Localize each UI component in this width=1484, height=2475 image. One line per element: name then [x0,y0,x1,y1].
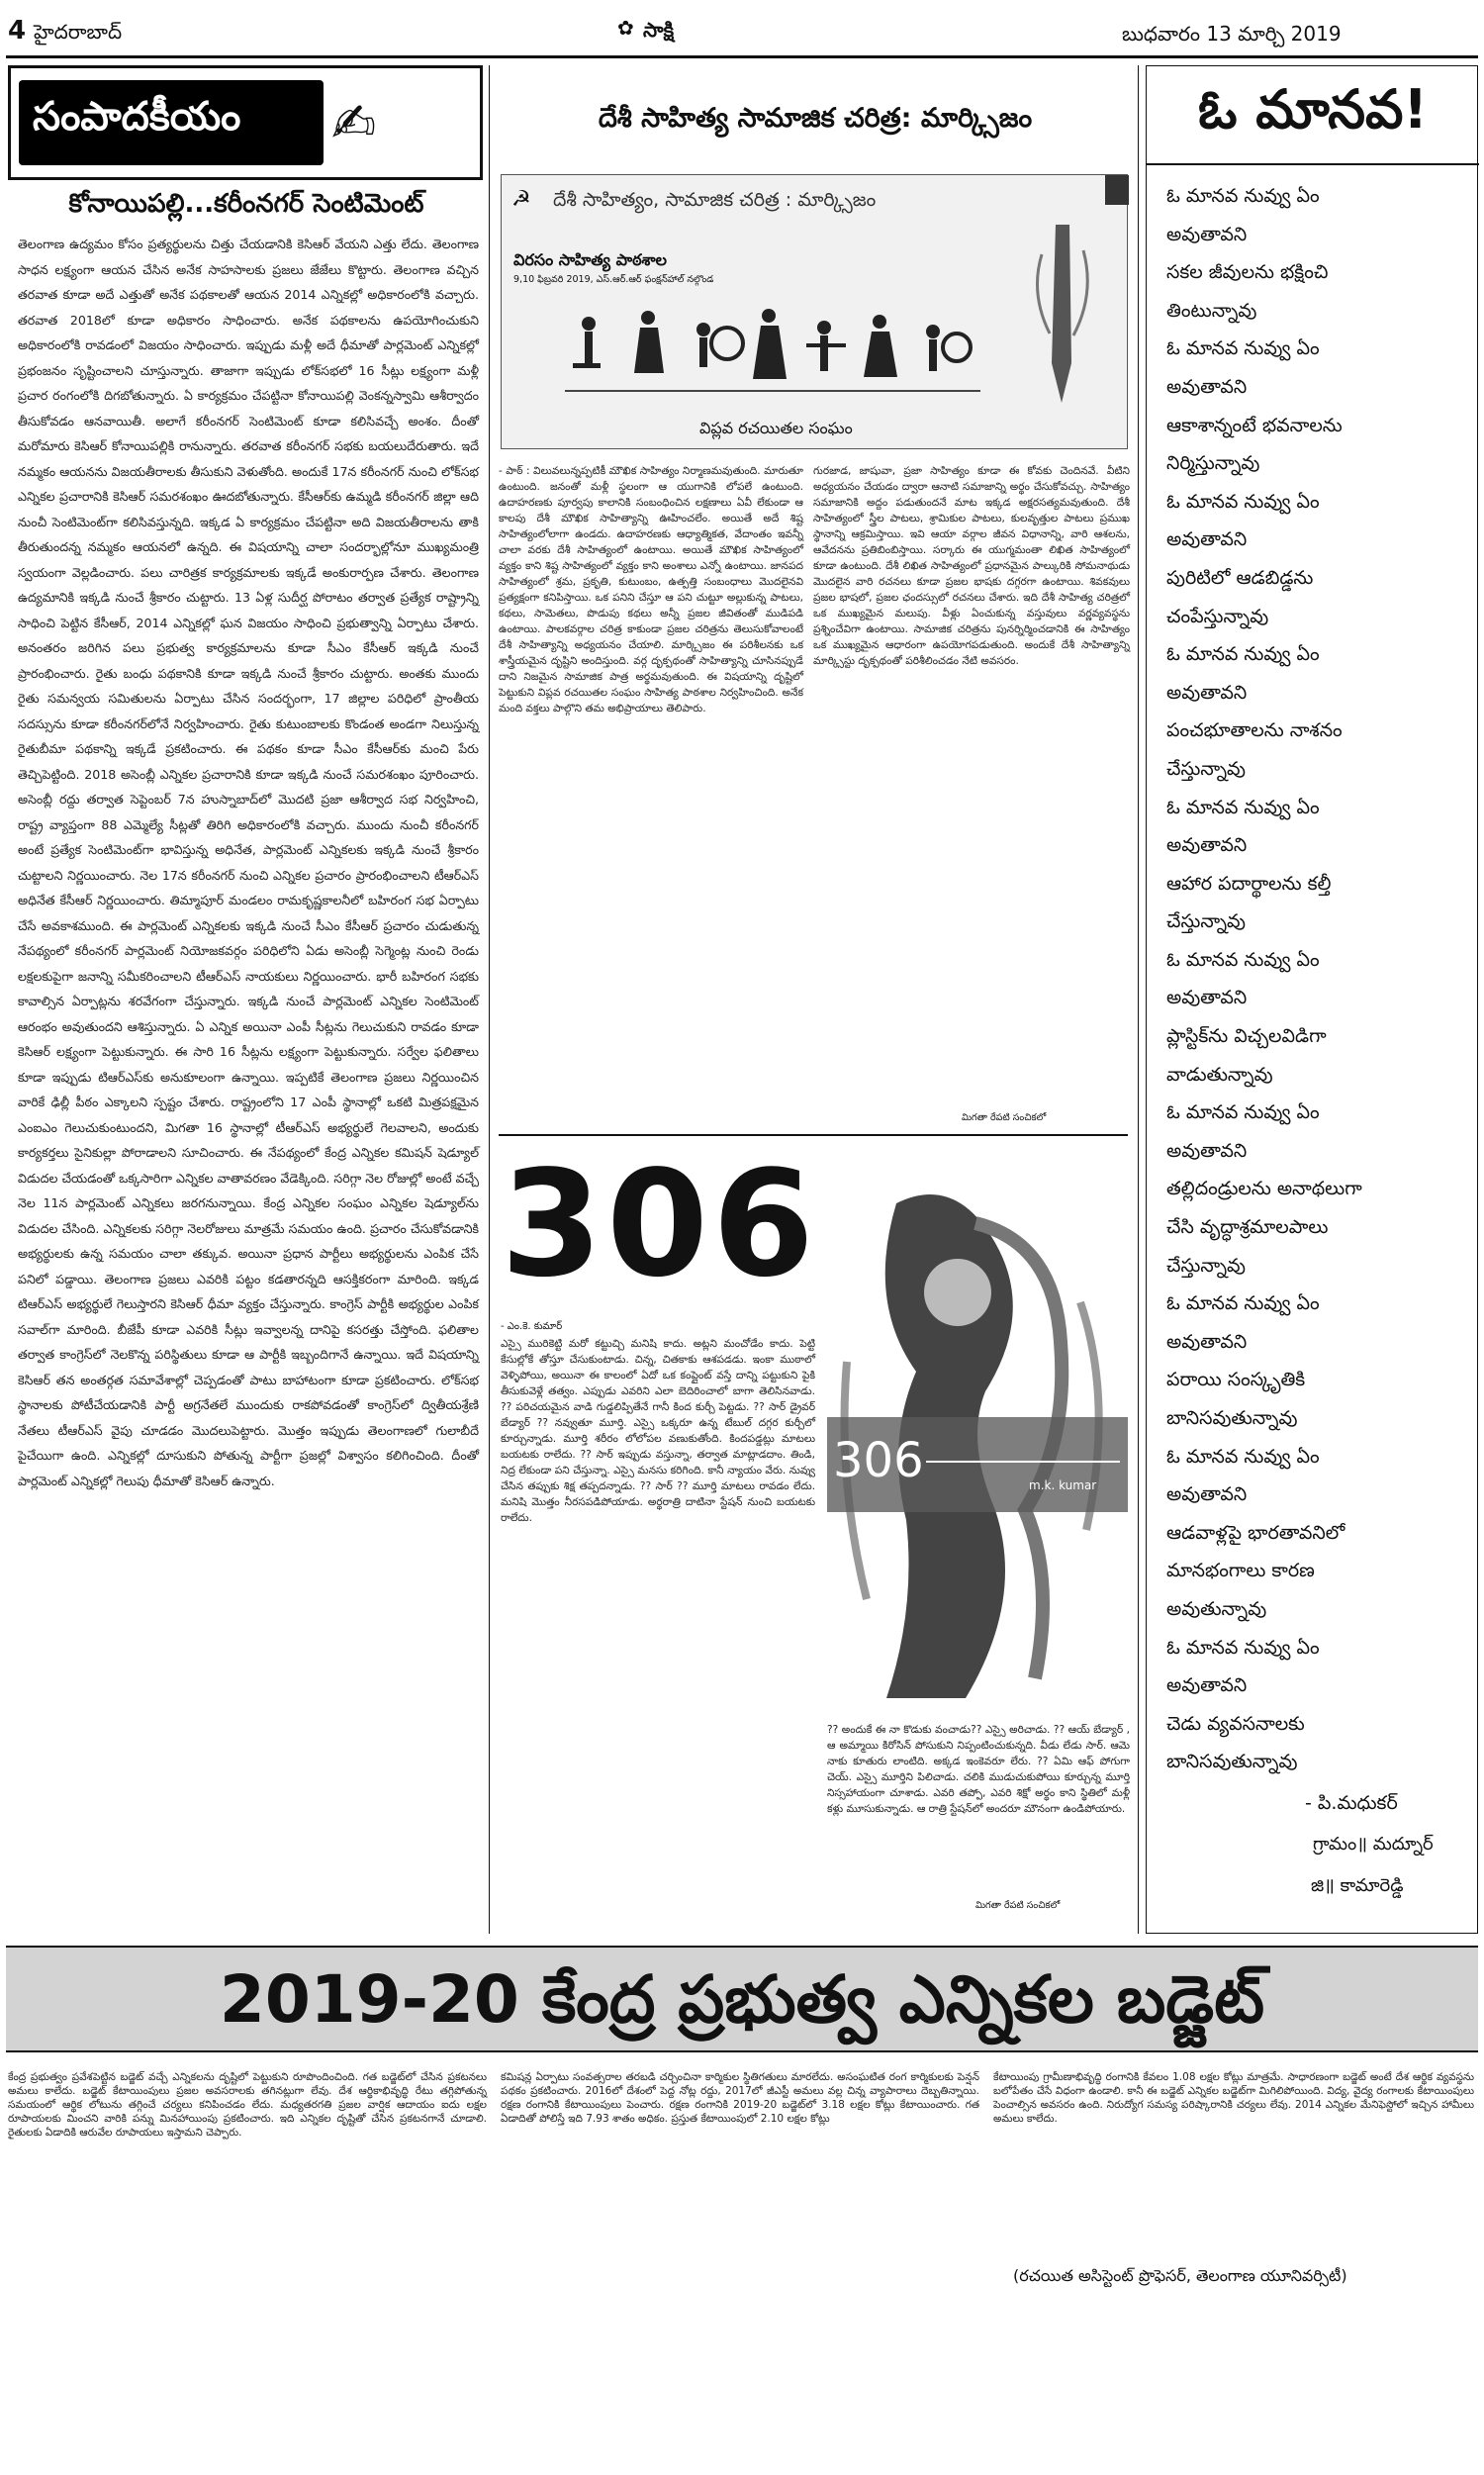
poem-line: ఓ మానవ నువ్వు ఏం [1166,337,1320,360]
poem-author: - పి.మధుకర్ [1305,1792,1398,1814]
column-divider [489,65,490,1934]
poem-lines [1166,177,1475,1781]
editorial-label-fill [19,80,324,165]
page-number: 4 [8,16,27,46]
poem-line: ప్లాస్టిక్‌ను విచ్చలవిడిగా [1166,1025,1327,1048]
poem-line: చేసి వృద్ధాశ్రమాలపాలు [1166,1216,1329,1239]
issue-date: బుధవారం 13 మార్చి 2019 [1122,22,1342,46]
poem-line: ఓ మానవ నువ్వు ఏం [1166,490,1320,513]
feature-rule [499,1134,1128,1136]
budget-column-1: కేంద్ర ప్రభుత్వం ప్రవేశపెట్టిన బడ్జెట్ వచ్చే ఎన్నికలను దృష్టిలో పెట్టుకుని రూపొందించింది. గత బడ్జెట్‌లో చేసిన ప్రకటనలు అమలు కాలేదు. బడ్జెట్ కేటాయింపులు ప్రజల అవసరాలకు తగినట్లుగా లేవు. దేశ ఆర్థికాభివృద్ధి రేటు తగ్గిపోతున్న సమయంలో ఆర్థిక లోటును తగ్గించే చర్యలు కనిపించడం లేదు. మధ్యతరగతి ప్రజల వార్షిక ఆదాయం ఐదు లక్షల రూపాయలకు మించని వారికి పన్ను మినహాయింపు ప్రకటించారు. ఇది ఎన్నికల దృష్టితో చేసిన ప్రకటనగానే చూడాలి. రైతులకు ఏడాదికి ఆరువేల రూపాయలు ఇస్తామని చెప్పారు. [8,2071,491,2139]
poem-line: అవుతావని [1166,1483,1248,1506]
poem-line: ఓ మానవ నువ్వు ఏం [1166,1292,1320,1315]
budget-column-2: కమిషన్ల ఏర్పాటు సంవత్సరాల తరబడి చర్చించినా కార్మికుల స్థితిగతులు మారలేదు. అసంఘటిత రంగ కార్మికులకు పెన్షన్ పథకం ప్రకటించారు. 2016లో దేశంలో పెద్ద నోట్ల రద్దు, 2017లో జీఎస్టీ అమలు వల్ల చిన్న వ్యాపారాలు దెబ్బతిన్నాయి. రక్షణ రంగానికి కేటాయింపులు పెంచారు. రక్షణ రంగానికి 2019-20 బడ్జెట్‌లో 3.18 లక్షల కోట్లు కేటాయించారు. గత ఏడాదితో పోలిస్తే ఇది 7.93 శాతం అధికం. ప్రస్తుత కేటాయింపులో 2.10 లక్షల కోట్లు [501,2071,983,2125]
paper-logo-icon: ✿ [617,16,634,40]
masthead [0,0,1484,61]
editorial-label-box [8,65,483,180]
poem-line: ఓ మానవ నువ్వు ఏం [1166,948,1320,971]
poem-line: మానభంగాలు కారణ [1166,1560,1315,1582]
poem-line: వాడుతున్నావు [1166,1063,1273,1086]
pen-icon: ✍ [331,92,377,154]
story-image-number: 306 [833,1433,924,1488]
editorial-column [6,65,485,1934]
poem-line: తింటున్నావు [1166,299,1257,322]
poster-pen-icon [1022,215,1101,413]
poster-figures-art [565,288,980,415]
poem-village: గ్రామం॥ మద్నూర్ [1313,1834,1434,1855]
poem-line: ఆహార పదార్థాలను కల్తీ [1166,872,1332,895]
poem-line: చేస్తున్నావు [1166,1254,1247,1277]
poem-line: అవుతున్నావు [1166,1597,1267,1620]
poem-line: నిర్మిస్తున్నావు [1166,452,1260,475]
story-image-caption-line [926,1461,1120,1463]
masthead-rule [6,55,1478,58]
poem-line: చేస్తున్నావు [1166,757,1247,780]
story-author: - ఎం.కె. కుమార్ [501,1321,563,1332]
story-byline: మిగతా రేపటి సంచికలో [975,1900,1061,1911]
poem-line: అవుతావని [1166,375,1248,398]
poem-line: బానిసవుతున్నావు [1166,1407,1298,1429]
feature-column-1: - పాఠ్ : విలువలున్నప్పటికీ మౌఖిక సాహిత్యం నిర్మాణమవుతుంది. మారుతూ ఉంటుంది. జనంతో మళ్లీ స్థలంగా ఆ యుగానికి లోపలే ఉంటుంది. ఉదాహరణకు పూర్వపు కాలానికి సంబంధించిన లక్షణాలు ఏవీ లేకుండా ఆ కాలపు దేశీ మౌఖిక సాహిత్యాన్ని ఊహించలేం. అయితే అదే శిష్ట సాహిత్యంలోలాగా ఉండదు. ఉదాహరణకు ఆధ్యాత్మికత, వేదాంతం ఇవన్నీ చాలా వరకు దేశీ సాహిత్యంలో ఉంటాయి. అయితే మౌఖిక సాహిత్యంలో వ్యక్తం కాని శిష్ట సాహిత్యంలో వ్యక్తం కాని అంశాలు ఎన్నో ఉంటాయి. జానపద సాహిత్యంలో శ్రమ, ప్రకృతి, కుటుంబం, ఉత్పత్తి సంబంధాలు మొదలైనవి ప్రత్యక్షంగా కనిపిస్తాయి. ఒక పనిని చేస్తూ ఆ పని చుట్టూ అల్లుకున్న పాటలు, కథలు, సామెతలు, పొడుపు కథలు అన్నీ ప్రజల జీవితంతో ముడిపడి ఉంటాయి. పాలకవర్గాల చరిత్ర కాకుండా ప్రజల చరిత్రను తెలుసుకోవాలంటే దేశీ సాహిత్యాన్ని అధ్యయనం చేయాలి. మార్క్సిజం ఈ పరిశీలనకు ఒక శాస్త్రీయమైన దృష్టిని అందిస్తుంది. వర్గ దృక్పథంతో సాహిత్యాన్ని చూసినప్పుడే దాని నిజమైన సామాజిక పాత్ర అర్థమవుతుంది. ఈ విషయాన్ని దృష్టిలో పెట్టుకుని విప్లవ రచయితల సంఘం సాహిత్య పాఠశాల నిర్వహించింది. అనేక మంది వక్తలు పాల్గొని తమ అభిప్రాయాలు తెలిపారు. [499,465,807,714]
poem-line: అవుతావని [1166,528,1248,551]
poem-line: బానిసవుతున్నావు [1166,1751,1298,1773]
poem-box [1146,65,1478,1934]
poem-line: ఓ మానవ నువ్వు ఏం [1166,796,1320,818]
poem-line: ఓ మానవ నువ్వు ఏం [1166,1101,1320,1124]
editorial-body: తెలంగాణ ఉద్యమం కోసం ప్రత్యర్థులను చిత్తు చేయడానికి కెసిఆర్ వేయని ఎత్తు లేదు. తెలంగాణ సాధన లక్ష్యంగా ఆయన చేసిన అనేక సాహసాలకు ప్రజలు జేజేలు కొట్టారు. తెలంగాణ వచ్చిన తరవాత కూడా అదే ఎత్తుతో అనేక పథకాలతో ఆయన 2014 ఎన్నికల్లో అధికారంలోకి వచ్చారు. తరవాత 2018లో కూడా అధికారం సాధించారు. అనేక పథకాలను ఉపయోగించుకుని అధికారంలోకి రావడంలో విజయం సాధించారు. ఇప్పుడు మళ్లీ అదే ధీమాతో పార్లమెంట్ ఎన్నికల్లో ప్రభంజనం సృష్టించాలని చూస్తున్నారు. తాజాగా ఇప్పుడు లోక్‌సభలో 16 సీట్లు లక్ష్యంగా మళ్లీ ప్రచార రంగంలోకి దిగబోతున్నారు. ఏ కార్యక్రమం చేపట్టినా కోనాయిపల్లి వెంకన్నస్వామి ఆశీర్వాదం తీసుకోవడం ఆనవాయితీ. అలాగే కరీంనగర్ సెంటిమెంట్ కూడా కలిసివచ్చే అంశం. దీంతో మరోమారు కెసిఆర్ కోనాయిపల్లికి రానున్నారు. తరవాత కరీంనగర్ సభకు బయలుదేరుతారు. ఇదే నమ్మకం ఆయనను విజయతీరాలకు తీసుకుని వెళుతోంది. అందుకే 17న కరీంనగర్ నుంచి లోక్‌సభ ఎన్నికల ప్రచారానికి కెసిఆర్ సమరశంఖం ఊదబోతున్నారు. కేసీఆర్‌కు ఉమ్మడి కరీంనగర్ జిల్లా ఆది నుంచీ సెంటిమెంట్‌గా కలిసివస్తున్నది. ఇక్కడ ఏ కార్యక్రమం చేపట్టినా అది విజయతీరాలను తాకి తీరుతుందన్న నమ్మకం ఆయనలో ఉన్నది. ఈ విషయాన్ని చాలా సందర్భాల్లోనూ ముఖ్యమంత్రి స్వయంగా వెల్లడించారు. పలు చారిత్రక కార్యక్రమాలకు ఇక్కడే అంకురార్పణ చేశారు. తెలంగాణ ఉద్యమానికి ఇక్కడి నుంచే శ్రీకారం చుట్టారు. 13 ఏళ్ల సుదీర్ఘ పోరాటం తర్వాత ప్రత్యేక రాష్ట్రాన్ని సాధించి పెట్టిన కేసీఆర్, 2014 ఎన్నికల్లో ఘన విజయం సాధించి ప్రభుత్వాన్ని ఏర్పాటు చేశారు. అనంతరం జరిగిన పలు ప్రభుత్వ కార్యక్రమాలను కూడా సీఎం కేసీఆర్ ఇక్కడి నుంచే ప్రారంభించారు. రైతు బంధు పథకానికి కూడా ఇక్కడి నుంచే శ్రీకారం చుట్టారు. అంతకు ముందు రైతు సమన్వయ సమితులను ఏర్పాటు చేసిన సందర్భంగా, 17 జిల్లాల పరిధిలో ప్రాంతీయ సదస్సును కూడా కరీంనగర్‌లోనే నిర్వహించారు. రైతు కుటుంబాలకు కొండంత అండగా నిలుస్తున్న రైతుబీమా పథకాన్ని ఇక్కడే ప్రకటించారు. ఈ పథకం కూడా సీఎం కేసీఆర్‌కు మంచి పేరు తెచ్చిపెట్టింది. 2018 అసెంబ్లీ ఎన్నికల ప్రచారానికి కూడా ఇక్కడి నుంచే సమరశంఖం పూరించారు. అసెంబ్లీ రద్దు తర్వాత సెప్టెంబర్ 7న హుస్నాబాద్‌లో మొదటి ప్రజా ఆశీర్వాద సభ నిర్వహించి, రాష్ట్ర వ్యాప్తంగా 88 ఎమ్మెల్యే సీట్లతో తిరిగి అధికారంలోకి వచ్చారు. ముందు నుంచీ కరీంనగర్ అంటే ప్రత్యేక సెంటిమెంట్‌గా భావిస్తున్న అధినేత, పార్లమెంట్ ఎన్నికలకు ఇక్కడి నుంచే శ్రీకారం చుట్టాలని నిర్ణయించారు. నెల 17న కరీంనగర్ నుంచి ఎన్నికల ప్రచారం ప్రారంభించాలని టీఆర్ఎస్ అధినేత కేసీఆర్ నిర్ణయించారు. తిమ్మాపూర్ మండలం రామకృష్ణకాలనీలో బహిరంగ సభ ఏర్పాటు చేసే అవకాశముంది. ఈ పార్లమెంట్ ఎన్నికలకు ఇక్కడి నుంచే సీఎం కేసీఆర్ ప్రచారం చుడుతున్న నేపథ్యంలో కరీంనగర్ పార్లమెంట్ నియోజకవర్గం పరిధిలోని ఏడు అసెంబ్లీ సెగ్మెంట్ల నుంచి రెండు లక్షలకుపైగా జనాన్ని సమీకరించాలని టీఆర్ఎస్ నాయకులు నిర్ణయించారు. భారీ బహిరంగ సభకు కావాల్సిన ఏర్పాట్లను శరవేగంగా చేస్తున్నారు. ఇక్కడి నుంచే పార్లమెంట్ ఎన్నికల సెంటిమెంట్ ఆరంభం అవుతుందని ఆశిస్తున్నారు. ఏ ఎన్నిక అయినా ఎంపీ సీట్లను గెలుచుకుని రావడం కూడా కెసిఆర్ లక్ష్యంగా పెట్టుకున్నారు. ఈ సారి 16 సీట్లను లక్ష్యంగా పెట్టుకున్నారు. సర్వేల ఫలితాలు కూడా ఇప్పుడు టిఆర్ఎస్‌కు అనుకూలంగా ఉన్నాయి. ఇప్పటికే తెలంగాణ ప్రజలు నిర్ణయించిన వారికే ఢిల్లీ పీఠం ఎక్కాలని స్పష్టం చేశారు. రాష్ట్రంలోని 17 ఎంపీ స్థానాల్లో ఒకటి మిత్రపక్షమైన ఎంఐఎం గెలుచుకుంటుందని, మిగతా 16 స్థానాల్లో టీఆర్ఎస్ అభ్యర్థులే గెలవాలని, అందుకు కార్యకర్తలు సైనికుల్లా పోరాడాలని సూచించారు. ఈ నేపథ్యంలో కేంద్ర ఎన్నికల కమిషన్ షెడ్యూల్ విడుదల చేయడంతో ఒక్కసారిగా ఎన్నికల వాతావరణం వేడెక్కింది. సరిగ్గా నెల రోజుల్లో అంటే వచ్చే నెల 11న పార్లమెంట్ ఎన్నికలు జరగనున్నాయి. కేంద్ర ఎన్నికల సంఘం ఎన్నికల షెడ్యూల్‌ను విడుదల చేసింది. ఎన్నికలకు సరిగ్గా నెలరోజులు మాత్రమే సమయం ఉంది. ప్రచారం చేసుకోవడానికి అభ్యర్థులకు ఉన్న సమయం చాలా తక్కువ. అయినా ప్రధాన పార్టీలు అభ్యర్థులను ఎంపిక చేసే పనిలో పడ్డాయి. తెలంగాణ ప్రజలు ఎవరికి పట్టం కడతారన్నది ఆసక్తికరంగా మారింది. ఇక్కడ టిఆర్ఎస్ అభ్యర్థులే గెలుస్తారని కెసిఆర్ ధీమా వ్యక్తం చేస్తున్నారు. కాంగ్రెస్ పార్టీకి అభ్యర్థుల ఎంపిక సవాల్‌గా మారింది. బీజేపీ కూడా ఎవరికి సీట్లు ఇవ్వాలన్న దానిపై కసరత్తు చేస్తోంది. ఫలితాల తర్వాత కాంగ్రెస్‌లో నెలకొన్న పరిస్థితులు కూడా ఆ పార్టీకి ఇబ్బందిగానే ఉన్నాయి. ఇదే విషయాన్ని కెసిఆర్ తన అంతర్గత సమావేశాల్లో చెప్పడంతో పాటు బాహాటంగా కూడా ప్రకటించారు. లోక్‌సభ స్థానాలకు పోటీచేయడానికి పార్టీ అగ్రనేతలే ముందుకు రాకపోవడంతో కాంగ్రెస్‌లో ద్వితీయశ్రేణి నేతలు టీఆర్ఎస్ వైపు చూడడం మొదలుపెట్టారు. మొత్తం ఇప్పుడు తెలంగాణలో గులాబీదే పైచేయిగా ఉంది. ఎన్నికల్లో దూసుకుని పోతున్న పార్టీగా ప్రజల్లో విశ్వాసం కలిగించింది. దీంతో పార్లమెంట్ ఎన్నికల్లో గెలుపు ధీమాతో కెసిఆర్ ఉన్నారు. [18,237,484,1488]
poem-line: పరాయి సంస్కృతికి [1166,1369,1306,1391]
poem-line: ఆడవాళ్లపై భారతావనిలో [1166,1521,1345,1544]
editorial-headline: కోనాయిపల్లి...కరీంనగర్ సెంటిమెంట్ [68,189,424,219]
story-column-2: ?? అందుకే ఈ నా కొడుకు వంచాడు?? ఎస్సై అరిచాడు. ?? ఆయ్ బేడ్యార్ , ఆ అమ్మాయి కిరోసిన్ పోసుకుని నిప్పంటించుకున్నది. వీడు లేడు సార్. ఆమె నాకు కూతురు లాంటిది. అక్కడ ఇంకెవరూ లేరు. ?? ఏమి ఆఫ్ పోగుగా చెయ్. ఎస్సై మూర్తిని పిలిచాడు. చలికి ముడుచుకుపోయి కూర్చున్న మూర్తి నిస్సహాయంగా చూశాడు. ఎవరి తప్పో, ఎవరి శిక్షో అర్థం కాని స్థితిలో మళ్లీ కళ్లు మూసుకున్నాడు. ఆ రాత్రి స్టేషన్‌లో అందరూ మౌనంగా ఉండిపోయారు. [827,1724,1134,1815]
story-body: ఎస్సై మురికెట్టి మరో కట్టుచ్చి మనిషి కాదు. అట్లని మంచోడేం కాదు. పెట్టి కేసుల్లోకే తోస్తూ చేసుకుంటాడు. చిన్న, చితకాకు ఆశపడడు. ఇంకా ముఠాలో వెళ్ళిపోయి, అయినా ఈ కాలంలో ఏదో ఒక కంప్లైంట్ వస్తే దాన్ని పట్టుకుని పైకి తీసుకువెళ్లే తత్వం. ఎప్పుడు ఎవరిని ఎలా బెదిరించాలో బాగా తెలిసినవాడు. ?? పరిచయమైన వాడి గుడ్డలిప్పితేనే గానీ కింద కుర్చీ పెట్టడు. ?? సార్ డ్రైవర్ బేడ్యార్ ?? నవ్వుతూ మూర్తి. ఎస్సై ఒక్కరూ ఉన్న టేబుల్ దగ్గర కుర్చీలో కూర్చున్నాడు. మూర్తి శరీరం లోలోపల వణుకుతోంది. కిందపడ్డట్లు మాటలు బయటకు రాలేదు. ?? సార్ ఇప్పుడు వస్తున్నా, తర్వాత మాట్లాడదాం. తిండి, నిద్ర లేకుండా పని చేస్తున్నా. ఎస్సై మనసు కరిగింది. కానీ న్యాయం వేరు. నువ్వు చేసిన తప్పుకు శిక్ష తప్పదన్నాడు. ?? సార్ ?? మూర్తి మాటలు రావడం లేదు. మనిషి మొత్తం నీరసపడిపోయాడు. అర్థరాత్రి దాటినా స్టేషన్ నుంచి బయటకు రాలేదు. [501,1338,819,1524]
poem-line: ఓ మానవ నువ్వు ఏం [1166,185,1320,207]
poem-title-rule [1147,163,1479,165]
poem-line: పురిటిలో ఆడబిడ్డను [1166,566,1314,589]
column-divider-2 [1138,65,1139,1934]
story-image-author: m.k. kumar [1029,1478,1097,1492]
poster-title: దేశీ సాహిత్యం, సామాజిక చరిత్ర : మార్క్సిజం [553,189,877,211]
poem-line: తల్లిదండ్రులను అనాథలుగా [1166,1178,1362,1200]
editorial-label: సంపాదకీయం [33,94,241,140]
poem-title: ఓ మానవ! [1198,78,1428,141]
paper-name: సాక్షి [643,18,675,42]
poem-line: అవుతావని [1166,1139,1248,1162]
poem-line: అవుతావని [1166,223,1248,245]
feature-column-2: గురజాడ, జాషువా, ప్రజా సాహిత్యం కూడా ఈ కోవకు చెందినవే. వీటిని అధ్యయనం చేయడం ద్వారా ఆనాటి సమాజాన్ని అర్థం చేసుకోవచ్చు. సాహిత్యం సమాజానికి అద్దం పడుతుందనే మాట ఇక్కడ అక్షరసత్యమవుతుంది. దేశీ సాహిత్యంలో స్త్రీల పాటలు, శ్రామికుల పాటలు, కులవృత్తుల పాటలు ప్రముఖ స్థానాన్ని ఆక్రమిస్తాయి. ఇవి ఆయా వర్గాల జీవన విధానాన్ని, వారి ఆశలను, ఆవేదనను ప్రతిబింబిస్తాయి. సర్కారు ఈ యుగ్మమంతా లిఖిత సాహిత్యంలో కూడా ఉంటుంది. దేశీ లిఖిత సాహిత్యంలో ప్రధానమైన పాల్కురికి సోమనాథుడు మొదలైన వారి రచనలు కూడా ప్రజల భాషకు దగ్గరగా ఉంటాయి. శివకవులు ప్రజల భాషలో, ప్రజల ఛందస్సులో రచనలు చేశారు. ఇది దేశీ సాహిత్య చరిత్రలో ఒక ముఖ్యమైన మలుపు. వీళ్లు ఏంచుకున్న వస్తువులు వర్ణవ్యవస్థను ప్రశ్నించేవిగా ఉంటాయి. సామాజిక చరిత్రను పునర్నిర్మించడానికి ఈ సాహిత్యం ఒక ముఖ్యమైన ఆధారంగా ఉపయోగపడుతుంది. అందుకే దేశీ సాహిత్యాన్ని మార్క్సిస్టు దృక్పథంతో పరిశీలించడం నేటి అవసరం. [813,465,1134,667]
budget-banner [6,1946,1478,2052]
poem-line: అవుతావని [1166,987,1248,1009]
poem-line: సకల జీవులను భక్షించి [1166,261,1329,284]
story-image-caption-box [827,1417,1128,1512]
poem-line: చేస్తున్నావు [1166,910,1247,933]
poem-line: ఆకాశాన్నంటే భవనాలను [1166,414,1343,436]
poem-line: ఓ మానవ నువ్వు ఏం [1166,643,1320,666]
poster-org: విప్లవ రచయితల సంఘం [699,419,853,437]
feature-headline: దేశీ సాహిత్య సామాజిక చరిత్ర: మార్క్సిజం [598,103,1033,134]
budget-author-note: (రచయిత అసిస్టెంట్ ప్రొఫెసర్, తెలంగాణ యూనివర్సిటీ) [1013,2266,1347,2285]
budget-headline: 2019-20 కేంద్ర ప్రభుత్వ ఎన్నికల బడ్జెట్ [219,1961,1265,2038]
poem-line: చంపేస్తున్నావు [1166,605,1269,627]
poem-line: అవుతావని [1166,1330,1248,1353]
story-headline: 306 [501,1139,818,1309]
poster-date: 9,10 ఫిబ్రవరి 2019, ఎస్.ఆర్.ఆర్ ఫంక్షన్‌హాల్ నల్గొండ [513,274,714,285]
poster-corner-mark [1105,175,1129,205]
poem-district: జి॥ కామారెడ్డి [1311,1875,1404,1896]
poem-line: ఓ మానవ నువ్వు ఏం [1166,1445,1320,1468]
poem-line: ఓ మానవ నువ్వు ఏం [1166,1636,1320,1659]
poem-line: అవుతావని [1166,1674,1248,1697]
feature-byline: మిగతా రేపటి సంచికలో [962,1112,1047,1123]
story-image [827,1184,1128,1714]
poem-line: అవుతావని [1166,681,1248,704]
feature-poster [501,174,1128,449]
poem-line: చెడు వ్యవసనాలకు [1166,1712,1305,1735]
budget-column-3: కేటాయింపు గ్రామీణాభివృద్ధి రంగానికి కేవలం 1.08 లక్షల కోట్లు మాత్రమే. సాధారణంగా బడ్జెట్ అంటే దేశ ఆర్థిక వ్యవస్థను బలోపేతం చేసే విధంగా ఉండాలి. కానీ ఈ బడ్జెట్ ఎన్నికల బడ్జెట్‌గా మిగిలిపోయింది. విద్య, వైద్య రంగాలకు కేటాయింపులు పెంచాల్సిన అవసరం ఉంది. నిరుద్యోగ సమస్య పరిష్కారానికి చర్యలు లేవు. 2014 ఎన్నికల మేనిఫెస్టోలో ఇచ్చిన హామీలు అమలు కాలేదు. [993,2071,1478,2125]
poem-line: అవుతావని [1166,834,1248,857]
hammer-sickle-icon: ☭ [511,187,531,212]
city-name: హైదరాబాద్ [34,20,123,44]
poster-school: విరసం సాహిత్య పాఠశాల [513,250,668,269]
poem-line: పంచభూతాలను నాశనం [1166,719,1343,742]
